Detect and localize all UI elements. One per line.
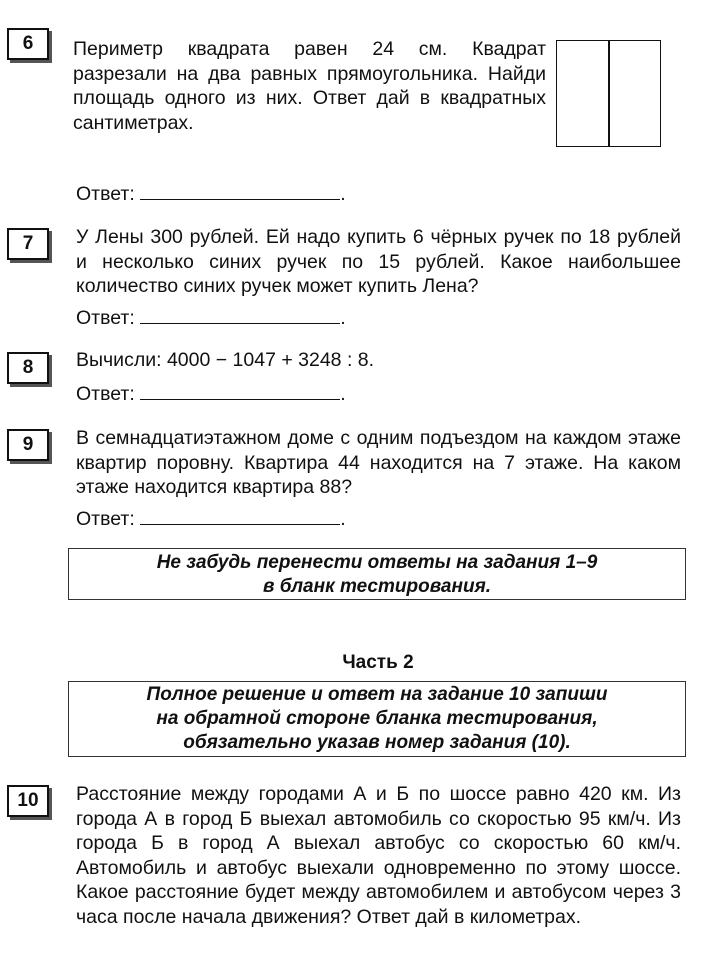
part-2-notice-line-3: обязательно указав номер задания (10).	[183, 732, 571, 753]
task-number-6: 6	[7, 28, 49, 60]
task-6-answer	[76, 182, 346, 206]
part-2-notice-line-1: Полное решение и ответ на задание 10 запиши	[146, 684, 608, 705]
task-8-answer	[76, 382, 346, 406]
answer-period: .	[340, 383, 346, 405]
answer-label: Ответ:	[76, 307, 135, 329]
answer-label: Ответ:	[76, 383, 135, 405]
task-9-text: В семнадцатиэтажном доме с одним подъездом на каждом этаже квартир поровну. Квартира 44 находится на 7 этаже. На каком этаже находится квартира 88?	[76, 427, 681, 498]
answer-blank[interactable]	[140, 182, 340, 200]
notice-line-1: Не забудь перенести ответы на задания 1–9	[156, 552, 598, 573]
square-diagram	[556, 40, 661, 147]
part-2-notice	[68, 681, 686, 757]
task-7-text: У Лены 300 рублей. Ей надо купить 6 чёрных ручек по 18 рублей и несколько синих ручек по 15 рублей. Какое наибольшее количество синих ручек может купить Лена?	[76, 226, 681, 297]
answer-blank[interactable]	[140, 382, 340, 400]
task-number-10: 10	[7, 785, 49, 817]
notice-line-2: в бланк тестирования.	[262, 576, 492, 597]
answer-period: .	[340, 183, 346, 205]
task-number-9: 9	[7, 429, 49, 461]
answer-blank[interactable]	[140, 306, 340, 324]
task-8-expression: 4000 − 1047 + 3248 : 8	[166, 349, 369, 371]
answer-blank[interactable]	[140, 507, 340, 525]
transfer-answers-notice	[68, 548, 686, 600]
answer-label: Ответ:	[76, 183, 135, 205]
task-number-7: 7	[7, 228, 49, 260]
task-10-text: Расстояние между городами А и Б по шоссе равно 420 км. Из города А в город Б выехал автомобиль со скоростью 95 км/ч. Из города Б в город А выехал автобус со скоростью 60 км/ч. Автомобиль и автобус выехали одновременно по этому шоссе. Какое расстояние будет между автомобилем и автобусом через 3 часа после начала движения? Ответ дай в километрах.	[76, 783, 681, 928]
square-cut-line	[608, 41, 610, 146]
answer-period: .	[340, 508, 346, 530]
task-6-text: Периметр квадрата равен 24 см. Квадрат разрезали на два равных прямоугольника. Найди площадь одного из них. Ответ дай в квадратных сантиметрах.	[73, 38, 546, 134]
task-9-answer	[76, 507, 346, 531]
task-7-answer	[76, 306, 346, 330]
task-8-text	[76, 348, 374, 373]
task-8-prompt: Вычисли:	[76, 349, 162, 371]
task-number-8: 8	[7, 352, 49, 384]
part-2-notice-line-2: на обратной стороне бланка тестирования,	[156, 708, 598, 729]
expression-period: .	[368, 349, 375, 371]
answer-label: Ответ:	[76, 508, 135, 530]
answer-period: .	[340, 307, 346, 329]
part-2-title: Часть 2	[342, 652, 414, 673]
